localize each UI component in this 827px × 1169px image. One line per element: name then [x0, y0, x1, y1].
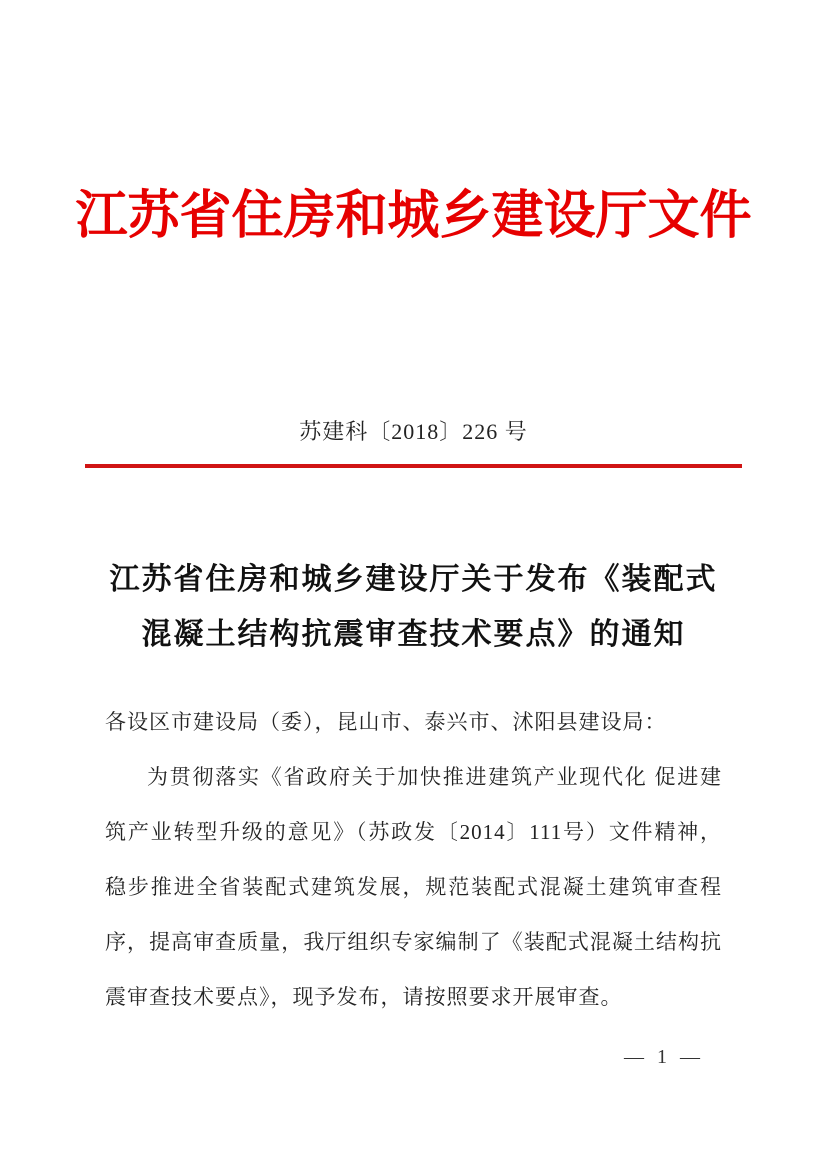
document-body [0, 695, 827, 1025]
salutation-line: 各设区市建设局（委），昆山市、泰兴市、沭阳县建设局： [105, 710, 667, 734]
letterhead-title: 江苏省住房和城乡建设厅文件 [75, 188, 752, 245]
document-title-line-1: 江苏省住房和城乡建设厅关于发布《装配式 [109, 563, 718, 596]
body-paragraph: 为贯彻落实《省政府关于加快推进建筑产业现代化 促进建筑产业转型升级的意见》（苏政发〔2014〕111号）文件精神，稳步推进全省装配式建筑发展，规范装配式混凝土建筑审查程序，提高审查质量，我厅组织专家编制了《装配式混凝土结构抗震审查技术要点》，现予发布，请按照要求开展审查。 [105, 765, 722, 1009]
document-number: 苏建科〔2018〕226 号 [299, 419, 528, 444]
document-title-line-2: 混凝土结构抗震审查技术要点》的通知 [141, 618, 686, 651]
document-title [0, 552, 827, 662]
page-number: — 1 — [624, 1046, 704, 1068]
red-divider-line [85, 464, 742, 468]
